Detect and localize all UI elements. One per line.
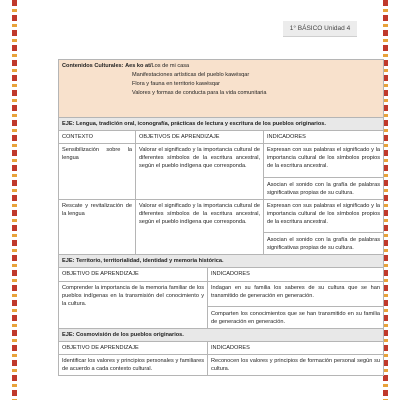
col-header-contexto: CONTEXTO <box>62 134 93 141</box>
col-header-indicadores: INDICADORES <box>207 268 383 280</box>
indicador-text: Asocian el sonido con la grafía de palabras significativas propias de su cultura. <box>264 177 383 197</box>
contexto-cell: Rescate y revitalización de la lengua <box>62 202 132 217</box>
contenidos-item: Manifestaciones artísticas del pueblo kawésqar <box>132 72 250 79</box>
contexto-cell: Sensibilización sobre la lengua <box>62 147 132 162</box>
contenidos-heading <box>62 62 380 70</box>
contenidos-item: Flora y fauna en territorio kawésqar <box>132 81 220 88</box>
eje1-row-1 <box>58 144 384 200</box>
eje3-title-row <box>58 329 384 342</box>
contenidos-bold-title: Aes ko at/ <box>125 63 152 69</box>
unit-badge: 1° BÁSICO Unidad 4 <box>283 21 357 37</box>
col-header-indicadores: INDICADORES <box>207 342 383 354</box>
eje2-title-row <box>58 255 384 268</box>
left-decorative-border <box>12 0 17 400</box>
eje1-title-row <box>58 118 384 131</box>
contenidos-cell <box>59 60 383 117</box>
eje2-row <box>58 282 384 329</box>
eje3-row <box>58 355 384 376</box>
objetivo-cell: Valorar el significado y la importancia cultural de diferentes símbolos de la escritura ancestral, según el pueblo indígena que corresponda. <box>135 200 263 255</box>
indicador-text: Expresan con sus palabras el significado y la importancia cultural de los símbolos propios de la escritura ancestral. <box>267 202 380 225</box>
indicador-text: Asocian el sonido con la grafía de palabras significativas propias de su cultura. <box>264 232 383 252</box>
col-header-objetivo: OBJETIVO DE APRENDIZAJE <box>62 271 139 278</box>
eje2-header-row <box>58 268 384 281</box>
eje3-header-row <box>58 342 384 355</box>
objetivo-cell: Comprender la importancia de la memoria familiar de los pueblos indígenas en la transmisión del conocimiento y la cultura. <box>62 284 204 307</box>
contenidos-label: Contenidos Culturales: <box>62 63 124 69</box>
eje3-title: EJE: Cosmovisión de los pueblos originarios. <box>59 329 383 341</box>
col-header-objetivo: OBJETIVO DE APRENDIZAJE <box>62 345 139 352</box>
indicador-text: Reconocen los valores y principios de formación personal según su cultura. <box>207 355 383 375</box>
eje1-title: EJE: Lengua, tradición oral, iconografía, prácticas de lectura y escritura de los pueblos originarios. <box>59 118 383 130</box>
objetivo-cell: Valorar el significado y la importancia cultural de diferentes símbolos de la escritura ancestral, según el pueblo indígena que corresponda. <box>135 144 263 199</box>
contenidos-item: Valores y formas de conducta para la vida comunitaria <box>132 90 267 97</box>
indicador-text: Expresan con sus palabras el significado y la importancia cultural de los símbolos propios de la escritura ancestral. <box>267 147 380 170</box>
contenidos-title-rest: Los de mi casa <box>151 63 190 69</box>
curriculum-table <box>58 59 384 376</box>
indicador-text: Comparten los conocimientos que se han transmitido en su familia de generación en generación. <box>208 306 383 326</box>
indicadores-cell <box>207 282 383 328</box>
indicadores-cell <box>263 144 383 199</box>
eje1-header-row <box>58 131 384 144</box>
objetivo-cell: Identificar los valores y principios personales y familiares de acuerdo a cada contexto cultural. <box>62 358 204 373</box>
indicador-text: Indagan en su familia los saberes de su cultura que se han transmitido de generación en generación. <box>211 284 380 299</box>
contenidos-row <box>58 59 384 118</box>
indicadores-cell <box>263 200 383 255</box>
eje1-row-2 <box>58 200 384 256</box>
col-header-indicadores: INDICADORES <box>263 131 383 143</box>
eje2-title: EJE: Territorio, territorialidad, identidad y memoria histórica. <box>59 255 383 267</box>
col-header-objetivos: OBJETIVOS DE APRENDIZAJE <box>135 131 263 143</box>
